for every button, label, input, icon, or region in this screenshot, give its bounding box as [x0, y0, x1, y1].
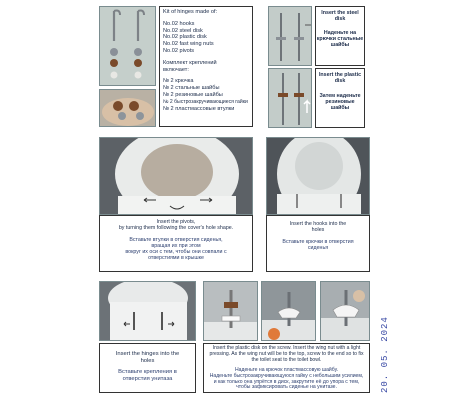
- step6-caption: [203, 343, 370, 393]
- step1-text-en: Insert the steel disk: [321, 10, 359, 23]
- kit-item-en: No.02 pivots: [163, 47, 195, 54]
- photo-seat-hooks: [266, 137, 370, 215]
- step6-text-ru-1: Наденьте на крючок пластмассовую шайбу.: [234, 366, 339, 373]
- photo-seat-pivots: [99, 137, 253, 215]
- photo-washers-hand: [99, 89, 156, 127]
- photo-wing-nut-1: [203, 281, 258, 341]
- step3-text-en-1: Insert the pivots,: [156, 219, 196, 225]
- washers-illustration: [100, 90, 156, 127]
- kit-item-ru: № 2 стальные шайбы: [163, 85, 220, 92]
- step2-text-ru: Затем наденьте резиновые шайбы: [319, 92, 361, 112]
- kit-item-en: No.02 plastic disk: [163, 34, 207, 41]
- kit-item-en: No.02 hooks: [163, 20, 195, 27]
- date-stamp: 20. 05. 2024: [380, 316, 390, 393]
- wing-nut-2-illustration: [262, 282, 316, 341]
- wing-nut-3-illustration: [321, 282, 370, 341]
- photo-steel-disk: [268, 6, 312, 66]
- step3-text-en-2: by turning them following the cover's hole shape.: [118, 225, 234, 232]
- kit-item-ru: № 2 пластмассовые втулки: [163, 105, 235, 112]
- step3-text-ru-2: вокруг их оси с тем, чтобы они совпали с отверстиями в крышке: [125, 249, 227, 262]
- step3-text-ru-1: Вставьте втулки в отверстия сиденья, вращая их при этом: [129, 236, 223, 249]
- photo-bowl-holes: [99, 281, 196, 341]
- kit-title-en: Kit of hinges made of:: [163, 9, 218, 15]
- step2-caption: [315, 68, 365, 128]
- step6-text-en: Insert the plastic disk on the screw. Insert the wing nut with a light pressing. As the wing nut will be to the top, screw to the end so to fix the toilet seat to the toilet bowl.: [209, 345, 364, 363]
- kit-parts-illustration: [100, 7, 156, 86]
- step4-text-ru: Вставьте крючки в отверстия сиденья: [282, 238, 354, 251]
- kit-item-en: No.02 fast wing nuts: [163, 41, 214, 48]
- kit-contents-box: [159, 6, 253, 127]
- seat-hooks-illustration: [267, 138, 370, 215]
- kit-item-ru: № 2 быстрозакручивающиеся гайки: [163, 98, 248, 105]
- step4-text-en: Insert the hooks into the holes: [289, 221, 347, 234]
- step4-caption: [266, 215, 370, 272]
- step6-text-ru-2: Наденьте быстрозакручивающуюся гайку с небольшим усилием, и как только она упрётся в диск, закрутите её до упора с тем, чтобы зафиксировать сиденье на унитазе.: [209, 372, 364, 391]
- kit-item-ru: № 2 резиновые шайбы: [163, 91, 223, 98]
- kit-title-ru: Комплект креплений включает:: [163, 59, 217, 73]
- step1-caption: [315, 6, 365, 66]
- step5-text-en: Insert the hinges into the holes: [115, 351, 180, 364]
- step1-text-ru: Наденьте на крючки стальные шайбы: [316, 29, 364, 49]
- step5-text-ru: Вставьте крепления в отверстия унитаза: [118, 369, 177, 382]
- step3-caption: [99, 215, 253, 272]
- steel-disk-illustration: [269, 7, 312, 66]
- photo-kit-parts: [99, 6, 156, 86]
- step2-text-en: Insert the plastic disk: [318, 72, 362, 85]
- plastic-disk-illustration: [269, 69, 312, 128]
- bowl-holes-illustration: [100, 282, 196, 341]
- seat-pivots-illustration: [100, 138, 253, 215]
- step5-caption: [99, 343, 196, 393]
- photo-wing-nut-2: [261, 281, 316, 341]
- photo-plastic-disk: [268, 68, 312, 128]
- kit-item-ru: № 2 крючка: [163, 78, 194, 85]
- kit-item-en: No.02 steel disk: [163, 27, 203, 34]
- photo-wing-nut-3: [320, 281, 370, 341]
- wing-nut-1-illustration: [204, 282, 258, 341]
